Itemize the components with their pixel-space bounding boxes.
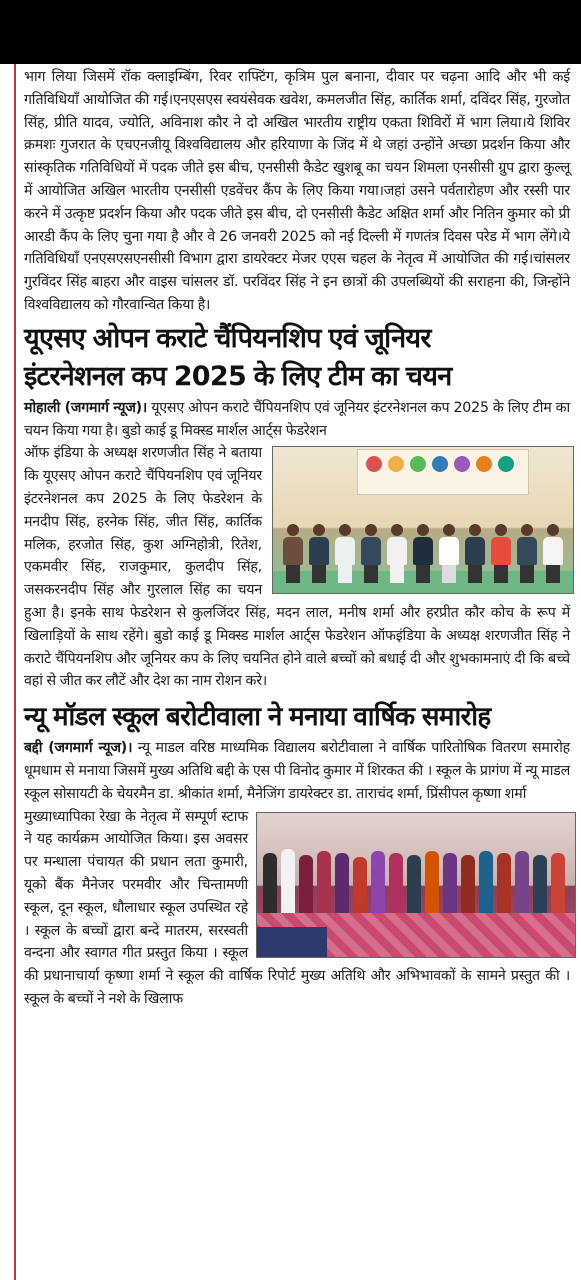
article1-paragraph: भाग लिया जिसमें रॉक क्लाइम्बिंग, रिवर राफ्टिंग, कृत्रिम पुल बनाना, दीवार पर चढ़ना आदि और भी कई गतिविधियाँ आयोजित की गई।एनएसएस स्वयंसेवक खवेश, कमलजीत सिंह, कार्तिक शर्मा, दविंदर सिंह, गुरजोत सिंह, प्रीति यादव, ज्योति, अविनाश कौर ने दो अखिल भारतीय राष्ट्रीय एकता शिविरों में भाग लिया।ये शिविर क्रमशः गुजरात के एचएनजीयू विश्वविद्यालय और हरियाणा के जिंद में थे जहां उन्होंने अच्छा प्रदर्शन किया और सांस्कृतिक गतिविधियों में पदक जीते इस बीच, एनसीसी कैडेट खुशबू का चयन शिमला एनसीसी ग्रुप द्वारा कुल्लू में आयोजित अखिल भारतीय एनसीसी एडवेंचर कैंप के लिए किया गया।जहां उसने पर्वतारोहण और रस्सी पार करने में उत्कृष्ट प्रदर्शन किया और पदक जीते इस बीच, दो एनसीसी कैडेट अक्षित शर्मा और नितिन कुमार को प्री आरडी कैंप के लिए चुना गया है और वे 26 जनवरी 2025 को नई दिल्ली में गणतंत्र दिवस परेड में भाग लेंगे।ये गतिविधियाँ एनएसएसएनसीसी विभाग द्वारा डायरेक्टर मेजर एएस चहल के नेतृत्व में आयोजित की गई।चांसलर गुरविंदर सिंह बाहरा और वाइस चांसलर डॉ. परविंदर सिंह ने इन छात्रों की उपलब्धियों की सराहना की, जिन्होंने विश्वविद्यालय को गौरवान्वित किया है। [24, 69, 570, 313]
article2-dateline: मोहाली (जगमार्ग न्यूज)। [24, 399, 148, 416]
article2-lead-paragraph [24, 397, 570, 443]
article3-dateline: बद्दी (जगमार्ग न्यूज)। [24, 740, 133, 757]
article2-headline-line1: यूएसए ओपन कराटे चैंपियनशिप एवं जूनियर [24, 322, 431, 354]
article2-body-flow [24, 442, 570, 693]
top-bar [0, 0, 581, 64]
article3-headline: न्यू मॉडल स्कूल बरोटीवाला ने मनाया वार्षिक समारोह [24, 702, 491, 733]
article3-lead-text: न्यू माडल वरिष्ठ माध्यमिक विद्यालय बरोटीवाला ने वार्षिक पारितोषिक वितरण समारोह धूमधाम से मनाया जिसमें मुख्य अतिथि बद्दी के एस पी विनोद कुमार में शिरकत की । स्कूल के प्रागंण में न्यू माडल स्कूल सोसायटी के चेयरमैन डा. श्रीकांत शर्मा, मैनेजिंग डायरेक्टर डा. ताराचंद शर्मा, प्रिंसीपल कृष्णा शर्मा [24, 740, 571, 802]
karate-team-photo [272, 446, 574, 594]
column-margin-rule [14, 64, 16, 1280]
article3-body-paragraph: मुख्याध्यापिका रेखा के नेतृत्व में सम्पूर्ण स्टाफ ने यह कार्यक्रम आयोजित किया। इस अवसर पर मन्धाला पंचायत की प्रधान लता कुमारी, यूको बैंक मैनेजर परमवीर और चिन्तामणी स्कूल, दून स्कूल, धौलाधार स्कूल उपस्थित रहे । स्कूल के बच्चों द्वारा बन्दे मातरम, सरस्वती वन्दना और स्वागत गीत प्रस्तुत किया । स्कूल की प्रधानाचार्या कृष्णा शर्मा ने स्कूल की वार्षिक रिपोर्ट मुख्य अतिथि और अभिभावकों के सामने प्रस्तुत की । स्कूल के बच्चों ने नशे के खिलाफ [24, 808, 570, 1007]
article2 [24, 319, 570, 693]
school-function-photo [256, 812, 576, 958]
newspaper-page [24, 64, 570, 1011]
article2-lead-text: यूएसए ओपन कराटे चैंपियनशिप एवं जूनियर इंटरनेशनल कप 2025 के लिए टीम का चयन किया गया है। बुडो काई डू मिक्स्ड मार्शल आर्ट्स फेडरेशन [24, 399, 570, 439]
article3 [24, 697, 570, 1011]
article3-body-flow [24, 806, 570, 1011]
article3-lead-paragraph [24, 737, 570, 805]
article2-headline-line2: इंटरनेशनल कप 2025 के लिए टीम का चयन [24, 360, 452, 392]
article2-body-paragraph: ऑफ इंडिया के अध्यक्ष शरणजीत सिंह ने बताया कि यूएसए ओपन कराटे चैंपियनशिप एवं जूनियर इंटरनेशनल कप 2025 के लिए फेडरेशन के मनदीप सिंह, हरनेक सिंह, जीत सिंह, कार्तिक मलिक, हरजोत सिंह, कुश अग्निहोत्री, रितेश, एकमवीर सिंह, राजकुमार, कुलदीप सिंह, जसकरनदीप सिंह और गुरलाल सिंह का चयन हुआ है। इनके साथ फेडरेशन से कुलजिंदर सिंह, मदन लाल, मनीष शर्मा और हरप्रीत कौर कोच के रूप में खिलाड़ियों के साथ रहेंगे। बुडो काई डू मिक्स्ड मार्शल आर्ट्स फेडरेशन ऑफइंडिया के अध्यक्ष शरणजीत सिंह ने कराटे चैंपियनशिप और जूनियर कप के लिए चयनित होने वाले बच्चों को बधाई दी और शुभकामनाएं दी कि बच्चे वहां से जीत कर लौटें और देश का नाम रोशन करे। [24, 445, 570, 690]
